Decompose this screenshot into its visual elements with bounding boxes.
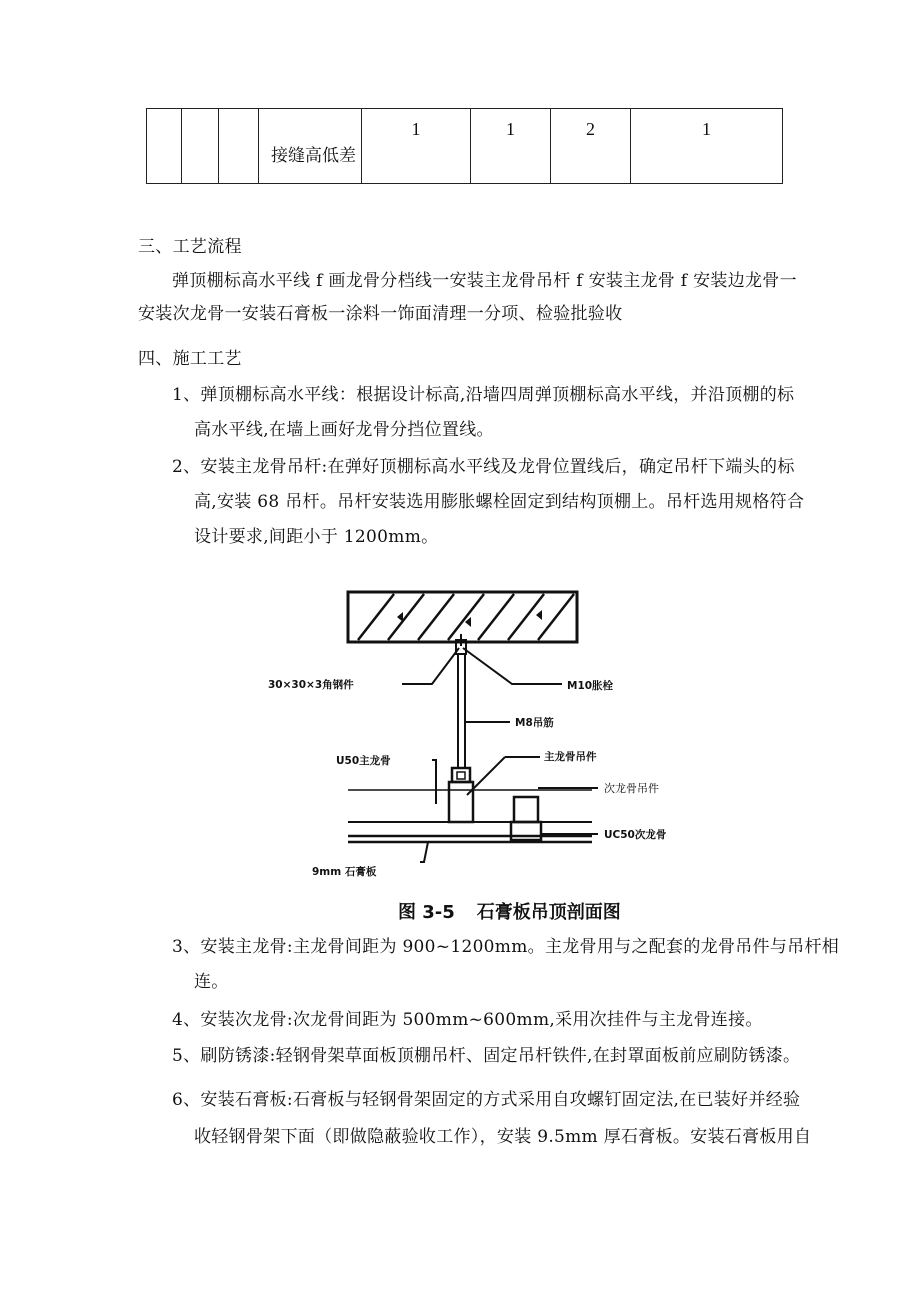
section-heading-process: 三、工艺流程 xyxy=(138,237,242,257)
table-cell-value: 2 xyxy=(551,109,631,184)
figure-number: 图 3-5 xyxy=(398,902,455,923)
label-secondary-keel-hanger: 次龙骨吊件 xyxy=(604,782,659,795)
figure-title: 石膏板吊顶剖面图 xyxy=(476,902,621,923)
step-3-line-1: 3、安装主龙骨:主龙骨间距为 900~1200mm。主龙骨用与之配套的龙骨吊件与吊杆相 xyxy=(172,937,840,957)
step-1-line-2: 高水平线,在墙上画好龙骨分挡位置线。 xyxy=(194,420,494,440)
secondary-keel-hanger xyxy=(511,797,541,840)
hanger-rod xyxy=(458,654,465,768)
concrete-slab xyxy=(348,592,577,642)
step-6-line-2: 收轻钢骨架下面（即做隐蔽验收工作），安装 9.5mm 厚石膏板。安装石膏板用自 xyxy=(194,1127,812,1147)
inspection-table-fragment xyxy=(146,108,783,184)
step-6-line-1: 6、安装石膏板:石膏板与轻钢骨架固定的方式采用自攻螺钉固定法,在已装好并经验 xyxy=(172,1090,801,1110)
table-row xyxy=(147,109,783,184)
table-cell-value: 1 xyxy=(631,109,783,184)
step-4: 4、安装次龙骨:次龙骨间距为 500mm~600mm,采用次挂件与主龙骨连接。 xyxy=(172,1010,763,1030)
step-2-line-3: 设计要求,间距小于 1200mm。 xyxy=(194,527,439,547)
step-1-line-1: 1、弹顶棚标高水平线：根据设计标高,沿墙四周弹顶棚标高水平线，并沿顶棚的标 xyxy=(172,385,795,405)
step-3-line-2: 连。 xyxy=(194,972,229,992)
process-line-2: 安装次龙骨一安装石膏板一涂料一饰面清理一分项、检验批验收 xyxy=(138,304,623,324)
process-line-1: 弹顶棚标高水平线 f 画龙骨分档线一安装主龙骨吊杆 f 安装主龙骨 f 安装边龙骨一 xyxy=(172,271,797,291)
label-main-keel-hanger: 主龙骨吊件 xyxy=(544,751,597,763)
main-keel-hanger xyxy=(449,768,473,822)
step-2-line-2: 高,安装 68 吊杆。吊杆安装选用膨胀螺栓固定到结构顶棚上。吊杆选用规格符合 xyxy=(194,492,805,512)
ceiling-section-diagram xyxy=(262,582,792,922)
step-5: 5、刷防锈漆:轻钢骨架草面板顶棚吊杆、固定吊杆铁件,在封罩面板前应刷防锈漆。 xyxy=(172,1046,801,1066)
label-angle-steel: 30×30×3角钢件 xyxy=(268,679,354,691)
label-anchor-bolt: M10胀栓 xyxy=(567,680,614,692)
section-heading-construction: 四、施工工艺 xyxy=(138,349,242,369)
label-main-keel: U50主龙骨 xyxy=(336,755,391,767)
table-cell-empty xyxy=(147,109,182,184)
label-hanger-bar: M8吊筋 xyxy=(515,717,554,729)
table-cell-label xyxy=(259,109,362,184)
table-cell-value: 1 xyxy=(471,109,551,184)
label-secondary-keel: UC50次龙骨 xyxy=(604,829,667,841)
table-cell-empty xyxy=(219,109,259,184)
item-label: 接缝高低差 xyxy=(271,146,356,166)
table-cell-value: 1 xyxy=(362,109,471,184)
figure-caption xyxy=(398,898,643,924)
label-gypsum-board: 9mm 石膏板 xyxy=(312,866,377,878)
table-cell-empty xyxy=(182,109,219,184)
step-2-line-1: 2、安装主龙骨吊杆:在弹好顶棚标高水平线及龙骨位置线后，确定吊杆下端头的标 xyxy=(172,457,795,477)
